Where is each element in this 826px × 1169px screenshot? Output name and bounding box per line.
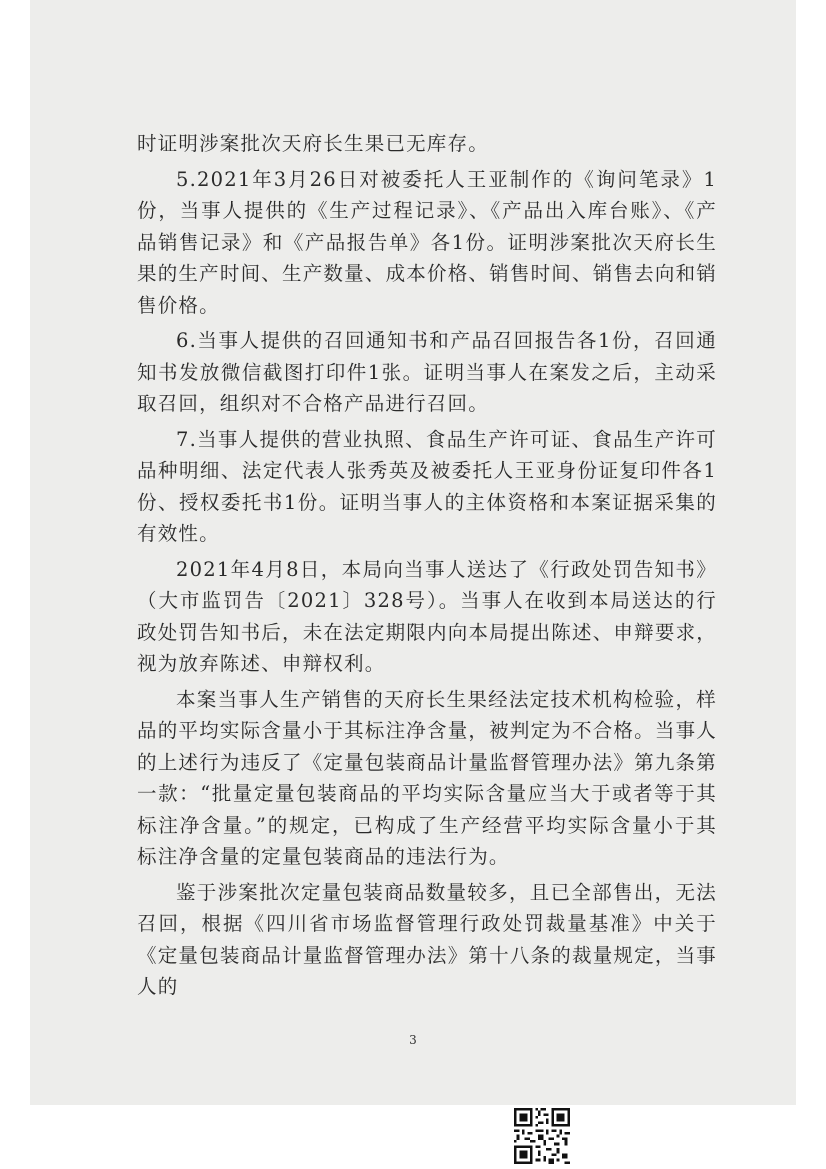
paragraph-discretion: 鉴于涉案批次定量包装商品数量较多，且已全部售出，无法召回，根据《四川省市场监督管理行政处罚裁量基准》中关于《定量包装商品计量监督管理办法》第十八条的裁量规定，当事人的 [137, 880, 717, 998]
paragraph-violation: 本案当事人生产销售的天府长生果经法定技术机构检验，样品的平均实际含量小于其标注净含量，被判定为不合格。当事人的上述行为违反了《定量包装商品计量监督管理办法》第九条第一款：“批量定量包装商品的平均实际含量应当大于或者等于其标注净含量。”的规定，已构成了生产经营平均实际含量小于其标注净含量的定量包装商品的违法行为。 [137, 687, 717, 868]
qr-code-icon [514, 1108, 570, 1164]
paragraph-evidence-6: 6.当事人提供的召回通知书和产品召回报告各1份，召回通知书发放微信截图打印件1张。证明当事人在案发之后，主动采取召回，组织对不合格产品进行召回。 [137, 329, 717, 415]
paragraph-notice: 2021年4月8日，本局向当事人送达了《行政处罚告知书》（大市监罚告〔2021〕328号）。当事人在收到本局送达的行政处罚告知书后，未在法定期限内向本局提出陈述、申辩要求，视为放弃陈述、申辩权利。 [137, 557, 717, 675]
paragraph-evidence-7: 7.当事人提供的营业执照、食品生产许可证、食品生产许可品种明细、法定代表人张秀英及被委托人王亚身份证复印件各1份、授权委托书1份。证明当事人的主体资格和本案证据采集的有效性。 [137, 427, 717, 545]
paragraph-evidence-5: 5.2021年3月26日对被委托人王亚制作的《询问笔录》1份，当事人提供的《生产过程记录》、《产品出入库台账》、《产品销售记录》和《产品报告单》各1份。证明涉案批次天府长生果的生产时间、生产数量、成本价格、销售时间、销售去向和销售价格。 [137, 167, 717, 317]
page-number: 3 [409, 1033, 417, 1047]
paragraph-continuation: 时证明涉案批次天府长生果已无库存。 [137, 132, 489, 155]
document-body [137, 128, 717, 1007]
